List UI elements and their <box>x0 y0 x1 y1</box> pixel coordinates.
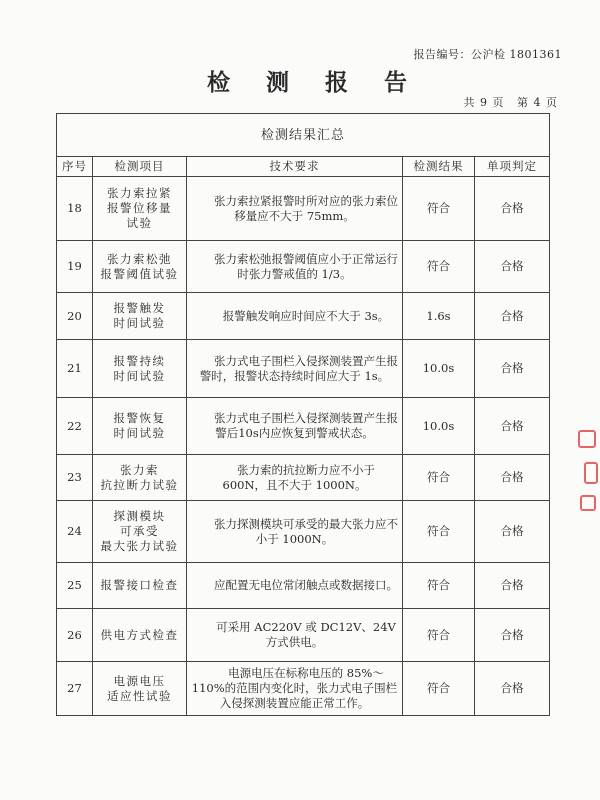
row-number: 26 <box>57 609 93 662</box>
test-item-line: 时间试验 <box>113 426 166 440</box>
test-item-line: 适应性试验 <box>107 688 172 703</box>
row-number: 20 <box>57 293 93 340</box>
table-row <box>57 662 550 716</box>
summary-title: 检测结果汇总 <box>57 114 550 157</box>
col-header-item: 检测项目 <box>93 157 187 177</box>
test-item-line: 时间试验 <box>113 368 166 383</box>
technical-requirement: 张力索的抗拉断力应不小于 600N，且不大于 1000N。 <box>187 455 403 501</box>
table-row <box>57 241 550 293</box>
seal-fragment <box>584 462 598 484</box>
row-number: 19 <box>57 241 93 293</box>
test-item <box>93 293 187 340</box>
table-row <box>57 501 550 563</box>
technical-requirement: 张力索拉紧报警时所对应的张力索位移量应不大于 75mm。 <box>187 177 403 241</box>
test-item <box>93 455 187 501</box>
item-verdict: 合格 <box>475 662 550 716</box>
test-item-line: 张力索 <box>120 462 159 477</box>
row-number: 25 <box>57 563 93 609</box>
item-verdict: 合格 <box>475 177 550 241</box>
test-item <box>93 662 187 716</box>
technical-requirement: 报警触发响应时间应不大于 3s。 <box>187 293 403 340</box>
technical-requirement: 应配置无电位常闭触点或数据接口。 <box>187 563 403 609</box>
header-row <box>57 157 550 177</box>
item-verdict: 合格 <box>475 340 550 398</box>
test-item-line: 报警持续 <box>113 353 166 368</box>
table-row <box>57 563 550 609</box>
test-item <box>93 177 187 241</box>
test-item-line: 抗拉断力试验 <box>100 477 179 492</box>
test-item-line: 电源电压 <box>113 673 166 688</box>
item-verdict: 合格 <box>475 609 550 662</box>
test-item <box>93 563 187 609</box>
results-table <box>56 113 550 716</box>
test-item-line: 报警接口检查 <box>100 578 179 592</box>
item-verdict: 合格 <box>475 455 550 501</box>
test-result: 符合 <box>403 241 475 293</box>
technical-requirement: 张力探测模块可承受的最大张力应不小于 1000N。 <box>187 501 403 563</box>
item-verdict: 合格 <box>475 241 550 293</box>
row-number: 23 <box>57 455 93 501</box>
test-result: 符合 <box>403 177 475 241</box>
test-item-line: 供电方式检查 <box>100 627 179 642</box>
test-result: 符合 <box>403 501 475 563</box>
test-item-line: 张力索拉紧 <box>107 186 172 200</box>
test-item-line: 报警位移量 <box>107 201 172 215</box>
current-page: 第 4 页 <box>517 96 558 109</box>
test-item-line: 报警阈值试验 <box>100 266 179 281</box>
item-verdict: 合格 <box>475 398 550 455</box>
item-verdict: 合格 <box>475 293 550 340</box>
document-title: 检 测 报 告 <box>206 69 422 96</box>
test-item <box>93 609 187 662</box>
row-number: 21 <box>57 340 93 398</box>
row-number: 27 <box>57 662 93 716</box>
report-number: 报告编号：公沪检 1801361 <box>413 48 562 61</box>
table-row <box>57 455 550 501</box>
table-row <box>57 609 550 662</box>
item-verdict: 合格 <box>475 501 550 563</box>
row-number: 22 <box>57 398 93 455</box>
technical-requirement: 张力式电子围栏入侵探测装置产生报警后10s内应恢复到警戒状态。 <box>187 398 403 455</box>
test-result: 10.0s <box>403 340 475 398</box>
test-item-line: 报警恢复 <box>113 411 166 425</box>
test-item-line: 最大张力试验 <box>100 539 179 553</box>
test-result: 符合 <box>403 662 475 716</box>
table-row <box>57 293 550 340</box>
test-item <box>93 340 187 398</box>
test-item-line: 试验 <box>126 216 153 230</box>
page-info <box>456 94 559 110</box>
test-item-line: 张力索松弛 <box>107 251 172 266</box>
table-row <box>57 177 550 241</box>
table-row <box>57 398 550 455</box>
technical-requirement: 张力索松弛报警阈值应小于正常运行时张力警戒值的 1/3。 <box>187 241 403 293</box>
test-result: 符合 <box>403 609 475 662</box>
seal-fragment <box>580 495 596 511</box>
item-verdict: 合格 <box>475 563 550 609</box>
seal-fragment <box>578 430 596 448</box>
test-result: 1.6s <box>403 293 475 340</box>
test-item <box>93 501 187 563</box>
test-item <box>93 241 187 293</box>
col-header-requirement: 技术要求 <box>187 157 403 177</box>
test-item-line: 可承受 <box>120 524 159 538</box>
row-number: 24 <box>57 501 93 563</box>
total-pages: 共 9 页 <box>463 96 505 109</box>
test-item-line: 时间试验 <box>113 316 166 330</box>
col-header-no: 序号 <box>57 157 93 177</box>
test-item-line: 探测模块 <box>113 509 166 523</box>
test-item-line: 报警触发 <box>113 301 166 315</box>
row-number: 18 <box>57 177 93 241</box>
test-result: 10.0s <box>403 398 475 455</box>
technical-requirement: 电源电压在标称电压的 85%～110%的范围内变化时，张力式电子围栏入侵探测装置应能正常工作。 <box>187 662 403 716</box>
col-header-verdict: 单项判定 <box>475 157 550 177</box>
test-result: 符合 <box>403 455 475 501</box>
technical-requirement: 张力式电子围栏入侵探测装置产生报警时，报警状态持续时间应大于 1s。 <box>187 340 403 398</box>
test-item <box>93 398 187 455</box>
table-row <box>57 340 550 398</box>
col-header-result: 检测结果 <box>403 157 475 177</box>
technical-requirement: 可采用 AC220V 或 DC12V、24V 方式供电。 <box>187 609 403 662</box>
test-result: 符合 <box>403 563 475 609</box>
